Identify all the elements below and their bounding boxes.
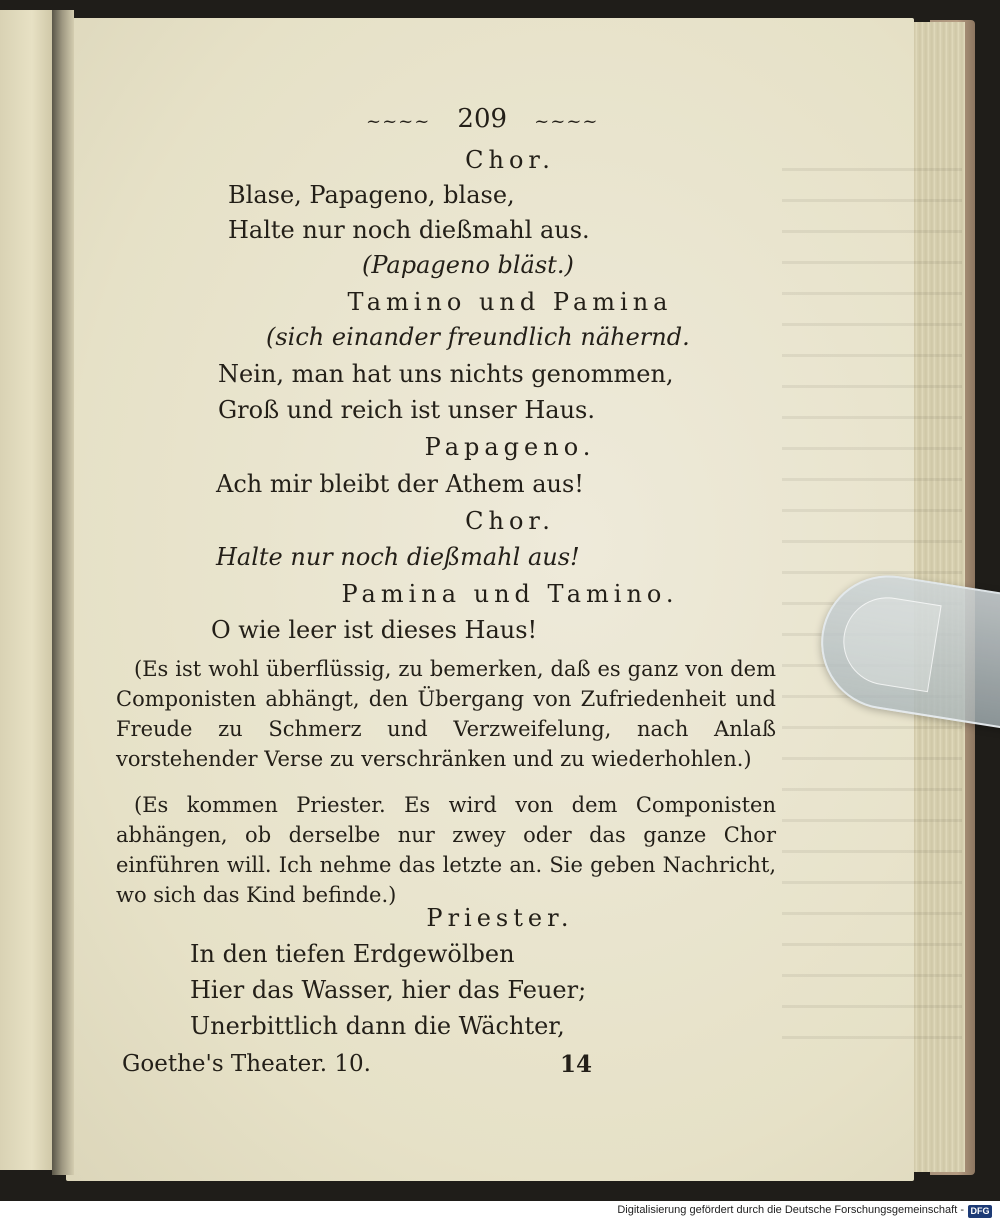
page-text bbox=[66, 18, 914, 1181]
credit-text: Digitalisierung gefördert durch die Deutsche Forschungsgemeinschaft - bbox=[617, 1204, 964, 1216]
verse-line: Nein, man hat uns nichts genommen, bbox=[218, 360, 674, 388]
editorial-note bbox=[116, 790, 776, 910]
verse-line: Blase, Papageno, blase, bbox=[228, 181, 515, 209]
speaker-heading: Pamina und Tamino. bbox=[341, 580, 679, 608]
verse-line: Halte nur noch dießmahl aus. bbox=[228, 216, 590, 244]
glass-highlight bbox=[837, 591, 942, 692]
header-ornament-right: ~~~~ bbox=[534, 111, 599, 132]
stage-direction: (sich einander freundlich nähernd. bbox=[266, 323, 690, 351]
speaker-heading: Chor. bbox=[465, 507, 555, 535]
note-text: (Es kommen Priester. Es wird von dem Componisten abhängen, ob derselbe nur zwey oder das ganze Chor einführen will. Ich nehme das letzte an. Sie geben Nachricht, wo sich das Kind befinde.) bbox=[116, 793, 776, 907]
page-header bbox=[366, 104, 598, 134]
editorial-note bbox=[116, 654, 776, 774]
speaker-heading: Priester. bbox=[426, 904, 574, 932]
header-ornament-left: ~~~~ bbox=[366, 111, 431, 132]
verse-line: Unerbittlich dann die Wächter, bbox=[190, 1012, 565, 1040]
signature-mark: 14 bbox=[560, 1051, 593, 1078]
note-text: (Es ist wohl überflüssig, zu bemerken, daß es ganz von dem Componisten abhängt, den Übergang von Zufriedenheit und Freude zu Schmerz und Verzweifelung, nach Anlaß vorstehender Verse zu verschränken und zu wiederhohlen.) bbox=[116, 657, 776, 771]
speaker-heading: Tamino und Pamina bbox=[347, 288, 673, 316]
verse-line: Halte nur noch dießmahl aus! bbox=[216, 543, 580, 571]
stage-direction: (Papageno bläst.) bbox=[362, 251, 574, 279]
verse-line: In den tiefen Erdgewölben bbox=[190, 940, 515, 968]
verse-line: Ach mir bleibt der Athem aus! bbox=[216, 470, 584, 498]
verse-line: Groß und reich ist unser Haus. bbox=[218, 396, 595, 424]
dfg-logo: DFG bbox=[968, 1205, 992, 1218]
book-gutter bbox=[52, 10, 74, 1175]
page-number: 209 bbox=[457, 104, 508, 134]
book-page bbox=[66, 18, 914, 1181]
verse-line: Hier das Wasser, hier das Feuer; bbox=[190, 976, 587, 1004]
left-page-edge bbox=[0, 10, 58, 1170]
speaker-heading: Papageno. bbox=[424, 433, 596, 461]
verse-line: O wie leer ist dieses Haus! bbox=[211, 616, 538, 644]
speaker-heading: Chor. bbox=[465, 146, 555, 174]
footer-title: Goethe's Theater. 10. bbox=[122, 1051, 371, 1077]
